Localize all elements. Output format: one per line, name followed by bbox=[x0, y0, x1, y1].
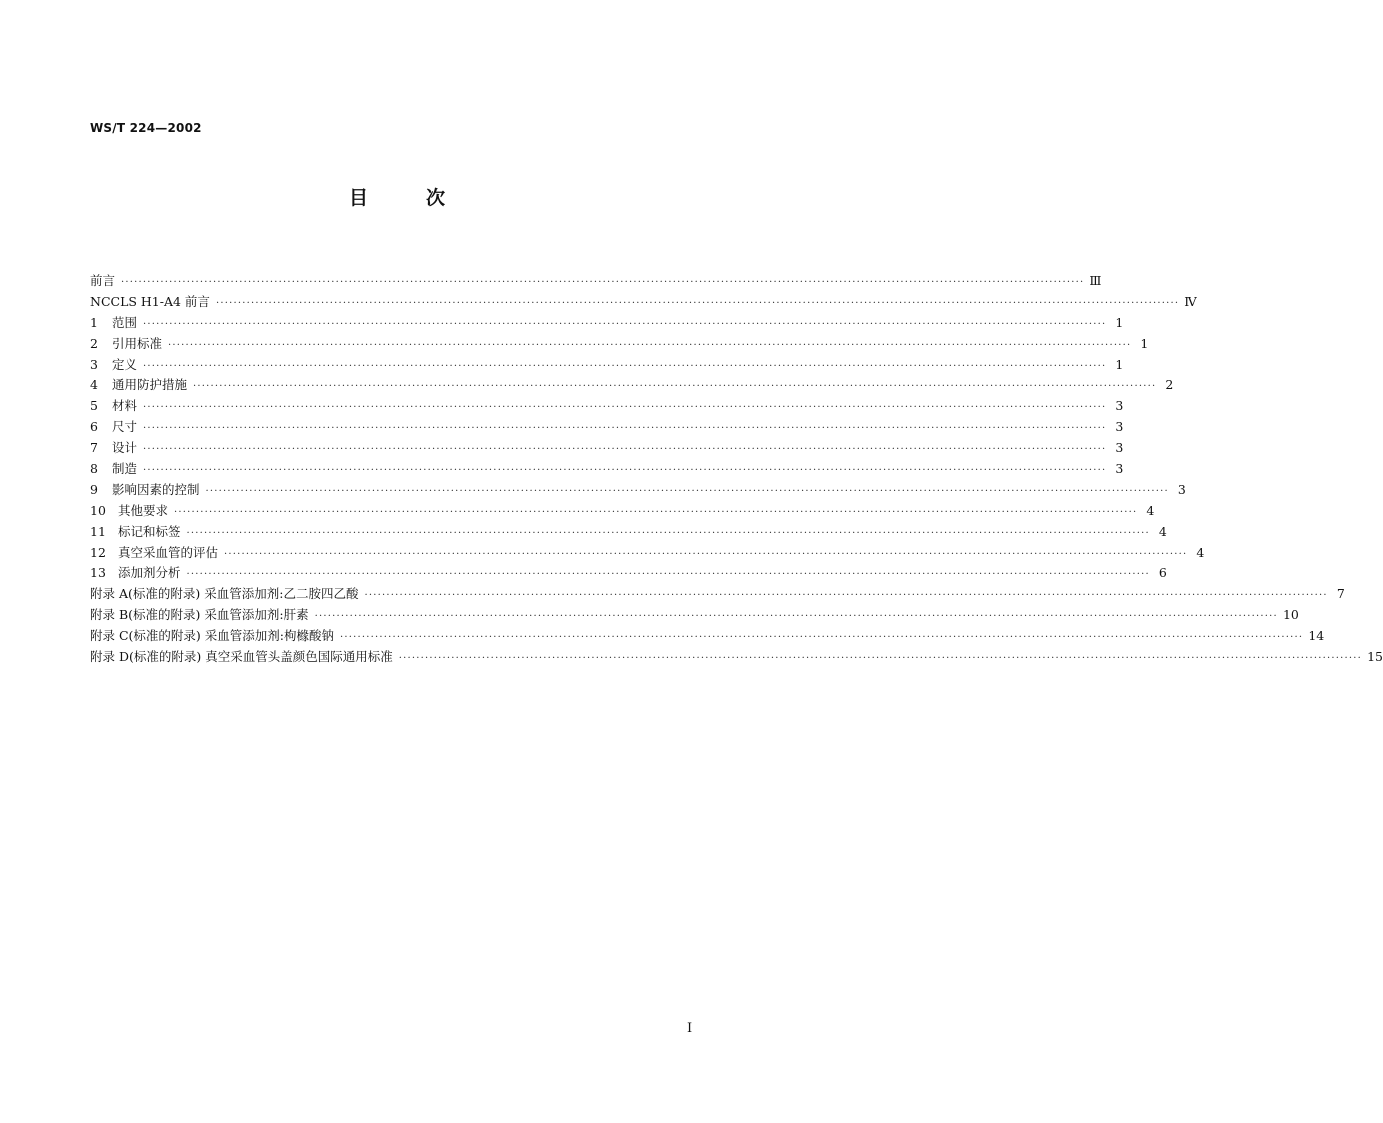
toc-entry-label: 添加剂分析 bbox=[118, 565, 181, 581]
toc-leader-dots: ···························································································································································································································· bbox=[143, 444, 1107, 456]
toc-entry-label: 定义 bbox=[112, 356, 138, 372]
toc-entry-label: 影响因素的控制 bbox=[112, 481, 200, 497]
toc-leader-dots: ···························································································································································································································· bbox=[364, 590, 1328, 602]
toc-leader-dots: ···························································································································································································································· bbox=[143, 318, 1107, 330]
toc-leader-dots: ···························································································································································································································· bbox=[186, 569, 1150, 581]
toc-leader-dots: ···························································································································································································································· bbox=[143, 402, 1107, 414]
toc-entry-label: 真空采血管的评估 bbox=[118, 544, 219, 560]
toc-leader-dots: ···························································································································································································································· bbox=[314, 611, 1278, 623]
toc-title bbox=[0, 183, 794, 210]
toc-entry-page: 1 bbox=[1115, 314, 1124, 330]
toc-entry-number: 8 bbox=[90, 461, 98, 477]
toc-entry-label: 范围 bbox=[112, 314, 138, 330]
toc-entry-page: 3 bbox=[1115, 440, 1124, 456]
toc-entry-appendix-b[interactable] bbox=[90, 605, 1299, 626]
toc-entry-page: Ⅳ bbox=[1184, 293, 1197, 309]
toc-leader-dots: ···························································································································································································································· bbox=[143, 360, 1107, 372]
toc-entry-7[interactable] bbox=[90, 438, 1124, 459]
toc-entry-page: 4 bbox=[1158, 523, 1167, 539]
toc-entry-number: 10 bbox=[90, 502, 106, 518]
toc-entry-number: 13 bbox=[90, 565, 106, 581]
toc-entry-12[interactable] bbox=[90, 543, 1205, 564]
toc-entry-10[interactable] bbox=[90, 501, 1155, 522]
toc-entry-page: 4 bbox=[1196, 544, 1205, 560]
toc-entry-label: 通用防护措施 bbox=[112, 377, 188, 393]
toc-entry-page: 1 bbox=[1140, 335, 1149, 351]
toc-entry-number: 3 bbox=[90, 356, 98, 372]
toc-leader-dots: ···························································································································································································································· bbox=[186, 527, 1150, 539]
toc-entry-label: 材料 bbox=[112, 398, 138, 414]
toc-entry-page: 2 bbox=[1165, 377, 1174, 393]
toc-entry-page: 3 bbox=[1115, 419, 1124, 435]
toc-entry-page: 4 bbox=[1146, 502, 1155, 518]
toc-entry-label: 引用标准 bbox=[112, 335, 163, 351]
toc-entry-label: 附录 C(标准的附录) 采血管添加剂:枸橼酸钠 bbox=[90, 628, 334, 644]
toc-leader-dots: ···························································································································································································································· bbox=[174, 506, 1138, 518]
toc-entry-number: 7 bbox=[90, 440, 98, 456]
toc-leader-dots: ···························································································································································································································· bbox=[224, 548, 1188, 560]
toc-entry-5[interactable] bbox=[90, 396, 1124, 417]
toc-entry-number: 11 bbox=[90, 523, 106, 539]
toc-entry-4[interactable] bbox=[90, 375, 1174, 396]
toc-leader-dots: ···························································································································································································································· bbox=[205, 485, 1169, 497]
toc-entry-page: 10 bbox=[1282, 607, 1299, 623]
toc-entry-number: 9 bbox=[90, 481, 98, 497]
toc-entry-label: NCCLS H1-A4 前言 bbox=[90, 293, 210, 309]
toc-entry-label: 制造 bbox=[112, 461, 138, 477]
toc-entry-number: 4 bbox=[90, 377, 98, 393]
toc-entry-page: 3 bbox=[1177, 481, 1186, 497]
toc-leader-dots: ···························································································································································································································· bbox=[143, 465, 1107, 477]
toc-entry-label: 标记和标签 bbox=[118, 523, 181, 539]
standard-id: WS/T 224—2002 bbox=[90, 121, 202, 135]
toc-entry-number: 5 bbox=[90, 398, 98, 414]
toc-entry-page: 3 bbox=[1115, 398, 1124, 414]
toc-entry-number: 2 bbox=[90, 335, 98, 351]
table-of-contents bbox=[90, 271, 1383, 668]
toc-entry-label: 附录 B(标准的附录) 采血管添加剂:肝素 bbox=[90, 607, 309, 623]
toc-entry-page: 1 bbox=[1115, 356, 1124, 372]
toc-entry-9[interactable] bbox=[90, 480, 1186, 501]
page-number: I bbox=[687, 1021, 693, 1036]
toc-entry-page: Ⅲ bbox=[1089, 273, 1102, 288]
toc-entry-page: 14 bbox=[1308, 628, 1325, 644]
toc-entry-11[interactable] bbox=[90, 522, 1167, 543]
toc-entry-appendix-a[interactable] bbox=[90, 584, 1345, 605]
toc-entry-page: 7 bbox=[1336, 586, 1345, 602]
toc-entry-1[interactable] bbox=[90, 313, 1124, 334]
toc-entry-2[interactable] bbox=[90, 334, 1149, 355]
toc-title-char-2: 次 bbox=[426, 187, 446, 209]
toc-entry-number: 12 bbox=[90, 544, 106, 560]
toc-entry-label: 前言 bbox=[90, 273, 116, 288]
toc-title-char-1: 目 bbox=[348, 187, 368, 209]
toc-entry-foreword[interactable] bbox=[90, 271, 1102, 292]
toc-entry-number: 1 bbox=[90, 314, 98, 330]
toc-entry-appendix-d[interactable] bbox=[90, 647, 1383, 668]
toc-leader-dots: ···························································································································································································································· bbox=[193, 381, 1157, 393]
toc-entry-label: 附录 A(标准的附录) 采血管添加剂:乙二胺四乙酸 bbox=[90, 586, 359, 602]
toc-leader-dots: ···························································································································································································································· bbox=[339, 632, 1304, 644]
toc-entry-page: 15 bbox=[1367, 649, 1383, 665]
toc-leader-dots: ···························································································································································································································· bbox=[143, 423, 1107, 435]
toc-entry-8[interactable] bbox=[90, 459, 1124, 480]
toc-entry-page: 3 bbox=[1115, 461, 1124, 477]
toc-entry-appendix-c[interactable] bbox=[90, 626, 1325, 647]
toc-entry-label: 附录 D(标准的附录) 真空采血管头盖颜色国际通用标准 bbox=[90, 649, 393, 665]
toc-entry-label: 尺寸 bbox=[112, 419, 138, 435]
toc-leader-dots: ···························································································································································································································· bbox=[168, 339, 1132, 351]
toc-entry-nccls-foreword[interactable] bbox=[90, 292, 1197, 313]
toc-entry-label: 设计 bbox=[112, 440, 138, 456]
toc-entry-label: 其他要求 bbox=[118, 502, 169, 518]
toc-entry-3[interactable] bbox=[90, 355, 1124, 376]
toc-entry-13[interactable] bbox=[90, 563, 1167, 584]
toc-entry-6[interactable] bbox=[90, 417, 1124, 438]
toc-leader-dots: ···························································································································································································································· bbox=[215, 297, 1180, 309]
toc-leader-dots: ···························································································································································································································· bbox=[121, 277, 1085, 288]
toc-entry-page: 6 bbox=[1158, 565, 1167, 581]
toc-entry-number: 6 bbox=[90, 419, 98, 435]
toc-leader-dots: ···························································································································································································································· bbox=[398, 653, 1363, 665]
